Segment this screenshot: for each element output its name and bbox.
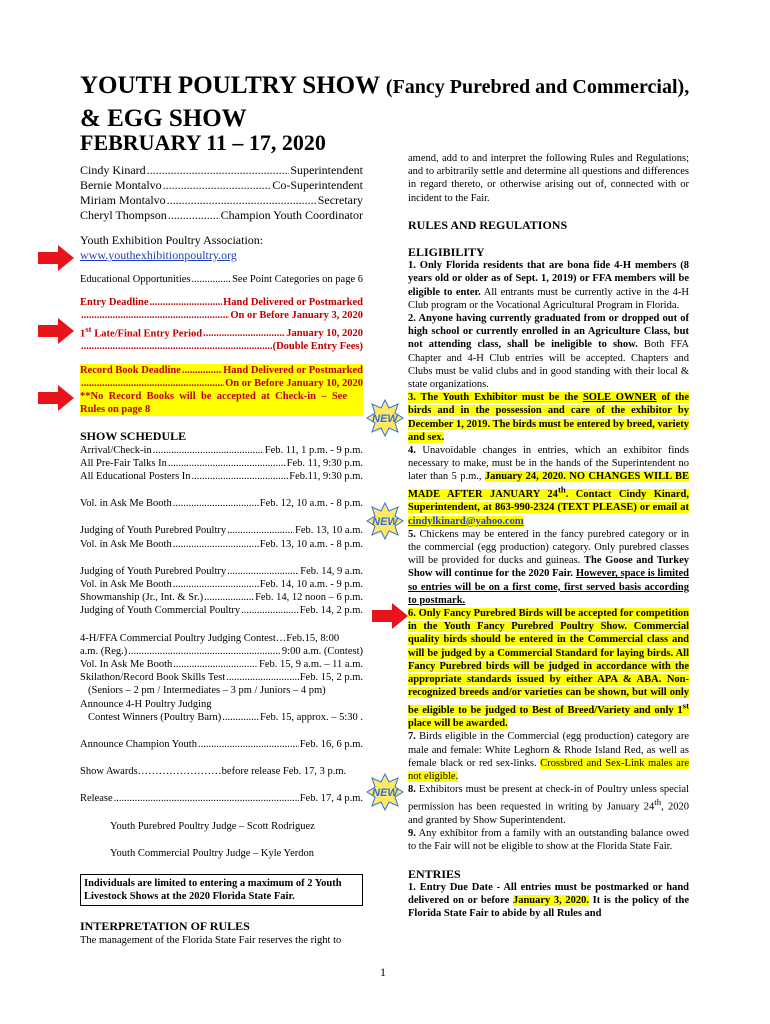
show-schedule-heading: SHOW SCHEDULE	[80, 429, 187, 444]
staff-row: Bernie Montalvo ..... Co-Superintendent	[80, 178, 363, 193]
schedule-list	[80, 444, 363, 806]
red-arrow-icon	[38, 318, 74, 344]
schedule-row: Skilathon/Record Book Skills Test ..... Feb. 15, 2 p.m.	[80, 671, 363, 684]
rule-3: 3. The Youth Exhibitor must be the SOLE OWNER of the birds and in the possession and care of the exhibitor by December 1, 2019. The birds must be entered by breed, variety and sex.	[408, 392, 690, 443]
rule-4: 4. Unavoidable changes in entries, which an exhibitor finds necessary to make, must be in the hands of the Superintendent no later than 5 p.m., January 24, 2020. NO CHANGES WILL BE MADE AFTER JANUARY 24th. Contact Cindy Kinard, Superintendent, at 863-990-2324 (TEXT PLEASE) or email at cindylkinard@yahoo.com	[408, 445, 689, 527]
page-title	[80, 70, 720, 134]
schedule-row: Vol. in Ask Me Booth ..... Feb. 14, 10 a.m. - 9 p.m.	[80, 578, 363, 591]
rule-9: 9. Any exhibitor from a family with an outstanding balance owed to the Fair will not be eligible to show at the Florida State Fair.	[408, 828, 689, 853]
right-column	[408, 152, 689, 920]
new-badge-label: NEW	[372, 516, 398, 528]
page-number: 1	[380, 965, 386, 979]
interpretation-heading: INTERPRETATION OF RULES	[80, 919, 250, 934]
schedule-row: Release ..... Feb. 17, 4 p.m.	[80, 792, 363, 805]
new-badge-icon	[366, 399, 404, 437]
schedule-row: Vol. in Ask Me Booth ..... Feb. 12, 10 a.m. - 8 p.m.	[80, 497, 363, 510]
title-subtitle: (Fancy Purebred and Commercial),	[385, 76, 690, 98]
new-badge-label: NEW	[372, 787, 398, 799]
schedule-row: Show Awards…………………… before release Feb. 17, 3 p.m.	[80, 766, 347, 778]
association-label: Youth Exhibition Poultry Association:	[80, 233, 264, 247]
staff-row: Cheryl Thompson ..... Champion Youth Coordinator	[80, 208, 363, 223]
staff-row: Cindy Kinard ..... Superintendent	[80, 163, 363, 178]
rule-5: 5. Chickens may be entered in the fancy purebred category or in the commercial (egg production) category. Only purebred classes will be provided for ducks and guineas. The Goose and Turkey Show will continue for the 2020 Fair. However, space is limited so entries will be on a first come, first served basis according to postmark.	[408, 528, 690, 606]
judge-purebred: Youth Purebred Poultry Judge – Scott Rodriguez	[110, 820, 315, 832]
new-badge-label: NEW	[372, 413, 398, 425]
red-arrow-icon	[38, 245, 74, 271]
schedule-row: Announce 4-H Poultry Judging	[80, 698, 212, 710]
red-arrow-icon	[372, 603, 408, 629]
left-column	[80, 163, 363, 947]
schedule-row: All Pre-Fair Talks In ..... Feb. 11, 9:30 p.m.	[80, 457, 363, 470]
schedule-row: Arrival/Check-in ..... Feb. 11, 1 p.m. - 9 p.m.	[80, 444, 363, 457]
interpretation-continued: amend, add to and interpret the following Rules and Regulations; and to arbitrarily settle and determine all questions and differences in regard thereto, or otherwise arising out of, connected with or incident to the Fair.	[408, 153, 689, 204]
schedule-row: Contest Winners (Poultry Barn) ..... Feb. 15, approx. – 5:30 .	[80, 711, 363, 724]
show-dates: FEBRUARY 11 – 17, 2020	[80, 130, 326, 155]
email-link[interactable]: cindylkinard@yahoo.com	[408, 515, 524, 527]
interpretation-text: The management of the Florida State Fair reserves the right to	[80, 934, 342, 946]
entry-deadline-block: Entry Deadline ..... Hand Delivered or Postmarked ..... On or Before January 3, 2020 1st Late/Final Entry Period ..... January 10, 2020 ..... (Double Entry Fees)	[80, 296, 363, 353]
schedule-row: a.m. (Reg.) ..... 9:00 a.m. (Contest)	[80, 645, 363, 658]
schedule-row: Judging of Youth Purebred Poultry ..... Feb. 14, 9 a.m.	[80, 565, 363, 578]
new-badge-icon	[366, 773, 404, 811]
title-main: YOUTH POULTRY SHOW	[80, 72, 380, 99]
schedule-row: (Seniors – 2 pm / Intermediates – 3 pm / Juniors – 4 pm)	[88, 685, 326, 697]
limit-notice-box: Individuals are limited to entering a maximum of 2 Youth Livestock Shows at the 2020 Florida State Fair.	[80, 874, 363, 906]
judge-commercial: Youth Commercial Poultry Judge – Kyle Yerdon	[110, 847, 314, 859]
schedule-row: 4-H/FFA Commercial Poultry Judging Contest…Feb.15, 8:00	[80, 632, 340, 644]
eligibility-heading: ELIGIBILITY	[408, 245, 485, 260]
rule-1: 1. Only Florida residents that are bona fide 4-H members (8 years old or older as of Sept. 1, 2019) or FFA members will be eligible to enter. All entrants must be currently active in the 4-H Club program or the Vocational Agricultural Program in Florida.	[408, 260, 689, 311]
entries-heading: ENTRIES	[408, 866, 461, 881]
schedule-row: Judging of Youth Commercial Poultry ..... Feb. 14, 2 p.m.	[80, 604, 363, 617]
record-book-block: Record Book Deadline ..... Hand Delivered or Postmarked ..... On or Before January 10, 2020 **No Record Books will be accepted at Check-in – See Rules on page 8	[80, 364, 363, 417]
schedule-row: Vol. In Ask Me Booth ..... Feb. 15, 9 a.m. – 11 a.m.	[80, 658, 363, 671]
schedule-row: Showmanship (Jr., Int. & Sr.) ..... Feb. 14, 12 noon – 6 p.m.	[80, 591, 363, 604]
staff-row: Miriam Montalvo ..... Secretary	[80, 193, 363, 208]
rule-6: 6. Only Fancy Purebred Birds will be accepted for competition in the Youth Fancy Purebred Poultry Show. Commercial quality birds should be entered in the Commercial class and will be judged by a Commercial Standard for laying birds. All Fancy Purebred birds will be judged in accordance with the appropriate standards issued by either APA & ABA. Non-recognized breeds and/or varieties can be shown, but will only be eligible to be judged to Best of Breed/Variety and only 1st place will be awarded.	[408, 608, 689, 730]
schedule-row: All Educational Posters In ..... Feb.11, 9:30 p.m.	[80, 470, 363, 483]
schedule-row: Announce Champion Youth ..... Feb. 16, 6 p.m.	[80, 738, 363, 751]
association-link[interactable]: www.youthexhibitionpoultry.org	[80, 248, 237, 262]
entry-rule-1: 1. Entry Due Date - All entries must be postmarked or hand delivered on or before January 3, 2020. It is the policy of the Florida State Fair to abide by all Rules and	[408, 881, 689, 920]
red-arrow-icon	[38, 385, 74, 411]
staff-list	[80, 163, 363, 223]
new-badge-icon	[366, 502, 404, 540]
rule-2: 2. Anyone having currently graduated from or dropped out of high school or currently enrolled in an Agriculture Class, but not attending class, shall be ineligible to show. Both FFA Chapter and 4-H Club entries will be accepted. Chapters and Clubs must be valid clubs and in good standing with their local & state organizations.	[408, 313, 689, 391]
schedule-row: Judging of Youth Purebred Poultry ..... Feb. 13, 10 a.m.	[80, 524, 363, 537]
rule-7: 7. Birds eligible in the Commercial (egg production) category are male and female: White Leghorn & Rhode Island Red, as well as female black or red sex-links. Crossbred and Sex-Link males are not eligible.	[408, 731, 689, 782]
educational-row: Educational Opportunities ..... See Point Categories on page 6	[80, 273, 363, 286]
rule-8: 8. Exhibitors must be present at check-in of Poultry unless special permission has been requested in writing by January 24th, 2020 and granted by Show Superintendent.	[408, 784, 689, 827]
title-line2: & EGG SHOW	[80, 105, 247, 132]
schedule-row: Vol. in Ask Me Booth ..... Feb. 13, 10 a.m. - 8 p.m.	[80, 538, 363, 551]
rules-heading: RULES AND REGULATIONS	[408, 217, 568, 232]
